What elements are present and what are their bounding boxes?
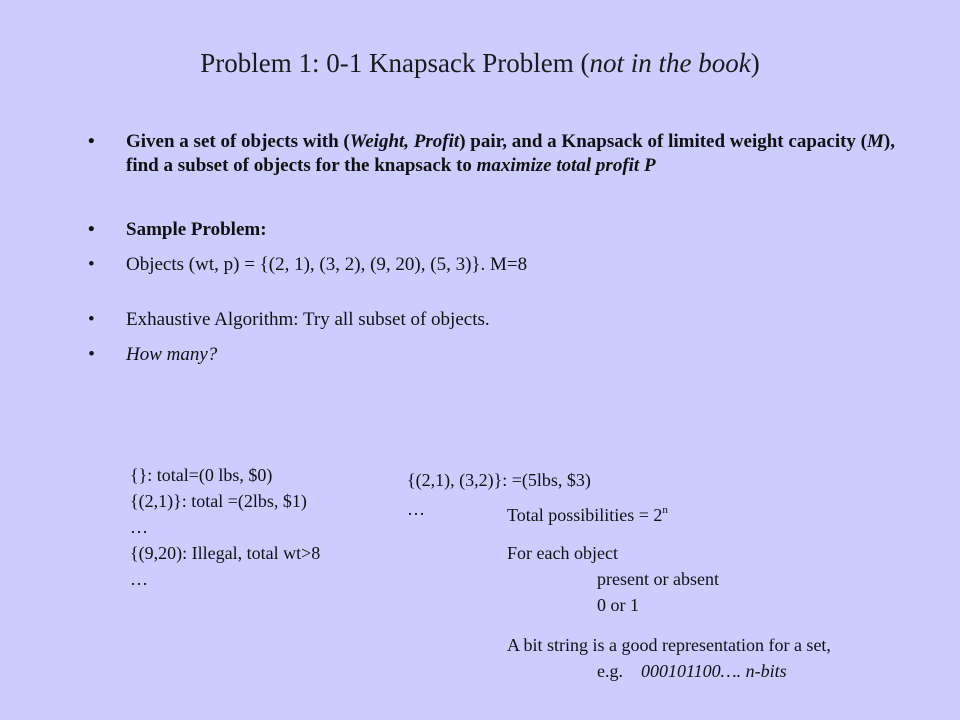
bullet-how-many: • How many? [88, 343, 908, 367]
subset-line: {(9,20): Illegal, total wt>8 [130, 543, 321, 563]
bullet1-text-2: Weight, Profit [349, 131, 460, 152]
bullet1-text-1: Given a set of objects with ( [126, 131, 350, 152]
exponent: n [662, 504, 668, 516]
bullet1-text-5: ), find a subset of objects for the knapsack to [126, 131, 895, 176]
subset-line: … [130, 517, 148, 537]
title-close: ) [750, 48, 760, 78]
bitstring-example [507, 658, 831, 684]
subset-line: … [407, 499, 425, 519]
zero-or-one: 0 or 1 [597, 595, 639, 615]
subset-line: {(2,1), (3,2)}: =(5lbs, $3) [407, 470, 591, 490]
bullet-exhaustive: • Exhaustive Algorithm: Try all subset of objects. [88, 308, 908, 332]
bullet-problem-statement [88, 130, 908, 178]
notes-right [507, 502, 831, 684]
subset-line: … [130, 569, 148, 589]
total-possibilities [507, 502, 831, 528]
bullet1-text-3: ) pair, and a Knapsack of limited weight capacity ( [459, 131, 868, 152]
bullet-objects: • Objects (wt, p) = {(2, 1), (3, 2), (9, 20), (5, 3)}. M=8 [88, 253, 908, 277]
subset-list-left [130, 462, 320, 592]
for-each-object: For each object [507, 543, 618, 563]
bitstring-note: A bit string is a good representation for a set, [507, 635, 831, 655]
subset-line: {}: total=(0 lbs, $0) [130, 465, 273, 485]
title-main: Problem 1: 0-1 Knapsack Problem ( [200, 48, 590, 78]
title-italic: not in the book [589, 48, 751, 78]
bullet-sample-problem: • Sample Problem: [88, 218, 908, 242]
example-prefix: e.g. [597, 661, 641, 681]
bullet1-text-4: M [867, 131, 884, 152]
present-absent: present or absent [597, 569, 719, 589]
slide-title [0, 48, 960, 79]
example-italic: 000101100…. n-bits [641, 661, 787, 681]
bullet-list [88, 130, 908, 367]
possibilities-text: Total possibilities = 2 [507, 505, 663, 525]
subset-line: {(2,1)}: total =(2lbs, $1) [130, 491, 307, 511]
bullet1-text-6: maximize total profit P [476, 155, 656, 176]
